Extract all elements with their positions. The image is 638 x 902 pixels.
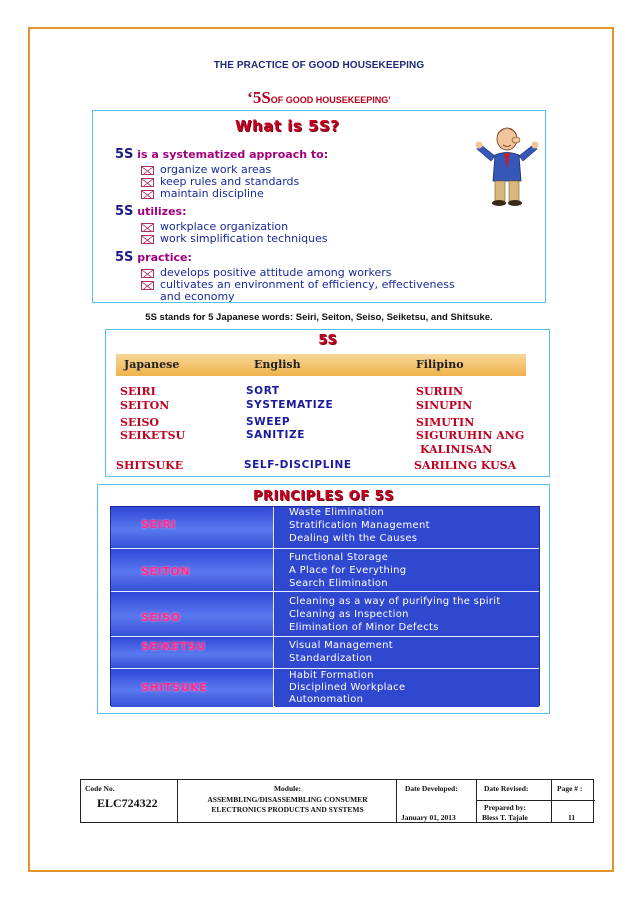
envelope-bullet-icon [141, 235, 154, 244]
code-label: Code No. [85, 784, 115, 793]
prepared-label: Prepared by: [484, 803, 527, 812]
module-value: ASSEMBLING/DISASSEMBLING CONSUMER ELECTRONICS PRODUCTS AND SYSTEMS [207, 795, 368, 814]
principle-row: SEISO Cleaning as a way of purifying the spirit Cleaning as Inspection Elimination of Minor Defects [111, 592, 539, 637]
revised-label: Date Revised: [484, 784, 529, 793]
document-footer [80, 779, 594, 823]
developed-value: January 01, 2013 [401, 813, 456, 822]
page-label: Page # : [557, 784, 583, 793]
principle-name: SEITON [141, 565, 191, 578]
list-item: keep rules and standards [141, 176, 328, 188]
five-s-translation-table: 5S Japanese English Filipino SEIRI SORT SURIIN SEITON SYSTEMATIZE SINUPIN SEISO SWEEP SIMUTIN SEIKETSU SANITIZE SIGURUHIN ANG KALINISAN SHITSUKE SELF-DISCIPLINE SARILING KUSA [105, 329, 550, 477]
what-is-5s-title: What is 5S? [235, 117, 340, 135]
principle-row: SHITSUKE Habit Formation Disciplined Workplace Autonomation [111, 669, 539, 707]
prepared-value: Bless T. Tajale [482, 813, 528, 822]
envelope-bullet-icon [141, 269, 154, 278]
section-5s-label: 5S [115, 250, 134, 265]
code-value: ELC724322 [97, 796, 158, 810]
table-header-row [116, 354, 526, 376]
principle-name: SEIKETSU [141, 640, 206, 653]
principles-title: PRINCIPLES OF 5S [252, 489, 395, 504]
footer-code-cell [81, 780, 178, 822]
header-filipino: Filipino [416, 358, 464, 371]
envelope-bullet-icon [141, 190, 154, 199]
principle-row: SEIKETSU Visual Management Standardization [111, 637, 539, 669]
principle-row: SEIRI Waste Elimination Stratification Management Dealing with the Causes [111, 507, 539, 549]
section-5s-label: 5S [115, 147, 134, 162]
footer-revised-cell [477, 780, 552, 822]
list-item: organize work areas [141, 164, 328, 176]
page-subtitle [0, 88, 638, 108]
subtitle-5s: ‘5S [247, 88, 271, 107]
cartoon-man-shrugging [475, 125, 539, 207]
principle-name: SEIRI [141, 518, 177, 531]
principle-name: SHITSUKE [141, 681, 208, 694]
practice-section [115, 250, 461, 303]
list-item: cultivates an environment of efficiency, effectiveness and economy [141, 279, 461, 303]
section-heading: practice: [137, 251, 192, 264]
envelope-bullet-icon [141, 166, 154, 175]
list-item: maintain discipline [141, 188, 328, 200]
section-heading: utilizes: [137, 205, 187, 218]
what-is-5s-panel [92, 110, 546, 303]
utilizes-section [115, 204, 328, 245]
module-label: Module: [273, 784, 302, 793]
page-title: THE PRACTICE OF GOOD HOUSEKEEPING [213, 60, 425, 71]
list-item: develops positive attitude among workers [141, 267, 461, 279]
principle-row: SEITON Functional Storage A Place for Everything Search Elimination [111, 549, 539, 592]
principles-table [110, 506, 540, 706]
header-japanese: Japanese [124, 358, 180, 371]
envelope-bullet-icon [141, 223, 154, 232]
section-5s-label: 5S [115, 204, 134, 219]
subtitle-text: OF GOOD HOUSEKEEPING’ [270, 95, 391, 105]
envelope-bullet-icon [141, 178, 154, 187]
list-item: work simplification techniques [141, 233, 328, 245]
principles-panel [97, 484, 550, 714]
table-title: 5S [318, 333, 337, 348]
developed-label: Date Developed: [405, 784, 458, 793]
list-item: workplace organization [141, 221, 328, 233]
page-number: 11 [568, 813, 576, 822]
header-english: English [254, 358, 301, 371]
footer-module-cell [178, 780, 397, 822]
footer-developed-cell [397, 780, 477, 822]
five-s-caption: 5S stands for 5 Japanese words: Seiri, Seiton, Seiso, Seiketsu, and Shitsuke. [145, 312, 493, 323]
envelope-bullet-icon [141, 281, 154, 290]
section-heading: is a systematized approach to: [137, 148, 329, 161]
footer-page-cell [552, 780, 595, 822]
approach-section [115, 147, 328, 200]
principle-name: SEISO [141, 611, 181, 624]
